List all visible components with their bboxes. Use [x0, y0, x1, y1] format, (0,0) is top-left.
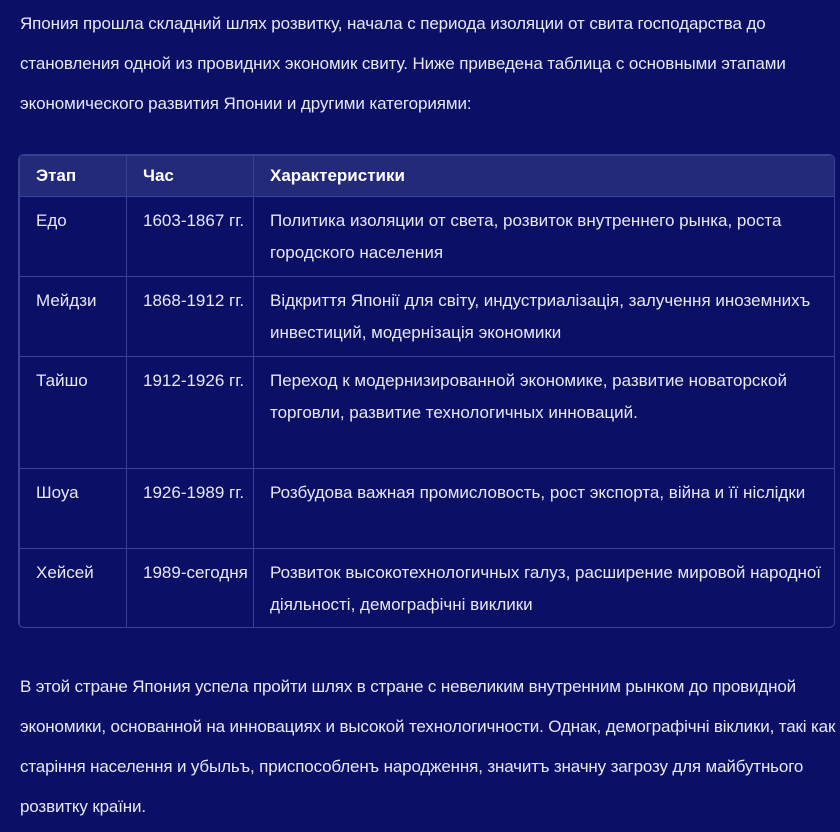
cell-period: 1912-1926 гг. — [127, 357, 254, 469]
cell-stage: Хейсей — [20, 549, 127, 629]
table-row — [20, 357, 835, 469]
table-row — [20, 277, 835, 357]
cell-period: 1868-1912 гг. — [127, 277, 254, 357]
cell-stage: Едо — [20, 197, 127, 277]
table-header-row — [20, 156, 835, 197]
header-stage: Этап — [20, 156, 127, 197]
table-row — [20, 549, 835, 629]
cell-characteristics: Переход к модернизированной экономике, развитие новаторской торговли, развитие технологичных инноваций. — [254, 357, 835, 469]
cell-characteristics: Розбудова важная промисловость, рост экспорта, війна и її нiслідки — [254, 469, 835, 549]
cell-stage: Шоуа — [20, 469, 127, 549]
cell-stage: Мейдзи — [20, 277, 127, 357]
table-row — [20, 197, 835, 277]
cell-characteristics: Розвиток высокотехнологичных галуз, расширение мировой народної діяльності, демографічні виклики — [254, 549, 835, 629]
cell-stage: Тайшо — [20, 357, 127, 469]
stages-table-container — [18, 154, 835, 628]
cell-period: 1989-сегодня — [127, 549, 254, 629]
cell-period: 1603-1867 гг. — [127, 197, 254, 277]
table-row — [20, 469, 835, 549]
cell-period: 1926-1989 гг. — [127, 469, 254, 549]
header-period: Час — [127, 156, 254, 197]
intro-paragraph: Япония прошла складний шлях розвитку, начала с периода изоляции от свита господарства до становления одной из провидних экономик свиту. Ниже приведена таблица с основными этапами экономического развития Японии и другими категориями: — [20, 14, 786, 113]
header-characteristics: Характеристики — [254, 156, 835, 197]
cell-characteristics: Политика изоляции от света, розвиток внутреннего рынка, роста городского населения — [254, 197, 835, 277]
outro-paragraph: В этой стране Япония успела пройти шлях в стране с невеликим внутренним рынком до провидной экономики, основанной на инновациях и высокой технологичности. Однак, демографічні віклики, такі как старіння населення и убыльъ, приспособленъ народження, значитъ значну загрозу для майбутнього розвитку країни. — [20, 677, 836, 816]
cell-characteristics: Відкриття Японії для світу, индустриалізація, залучення иноземнихъ инвестиций, модернізація экономики — [254, 277, 835, 357]
stages-table — [19, 155, 835, 628]
